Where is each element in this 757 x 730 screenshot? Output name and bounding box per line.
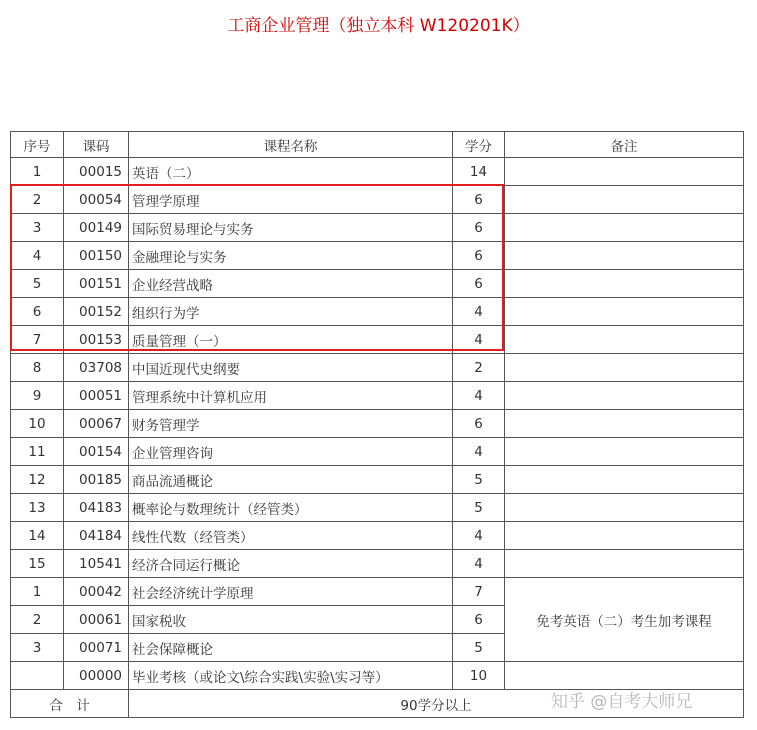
cell-name: 财务管理学 [129, 410, 453, 438]
cell-name: 管理学原理 [129, 186, 453, 214]
header-note: 备注 [505, 132, 744, 158]
cell-credit: 4 [453, 522, 505, 550]
cell-seq: 1 [11, 578, 64, 606]
table-row [11, 662, 744, 690]
cell-code: 00061 [64, 606, 129, 634]
table-row [11, 214, 744, 242]
cell-note [505, 438, 744, 466]
cell-name: 国际贸易理论与实务 [129, 214, 453, 242]
cell-code: 00154 [64, 438, 129, 466]
cell-credit: 6 [453, 270, 505, 298]
table-row [11, 522, 744, 550]
cell-seq: 12 [11, 466, 64, 494]
cell-note [505, 466, 744, 494]
course-table [10, 131, 744, 718]
cell-credit: 6 [453, 242, 505, 270]
page-title: 工商企业管理（独立本科 W120201K） [227, 16, 530, 36]
elective-note: 免考英语（二）考生加考课程 [505, 578, 744, 662]
cell-code: 00151 [64, 270, 129, 298]
cell-credit: 4 [453, 382, 505, 410]
total-value: 90学分以上 [129, 690, 744, 718]
watermark: 知乎 @自考大师兄 [551, 692, 693, 712]
cell-credit: 5 [453, 634, 505, 662]
cell-credit: 10 [453, 662, 505, 690]
cell-name: 社会保障概论 [129, 634, 453, 662]
table-row [11, 354, 744, 382]
cell-seq: 5 [11, 270, 64, 298]
cell-note [505, 186, 744, 214]
table-row [11, 242, 744, 270]
table-row [11, 466, 744, 494]
cell-seq: 3 [11, 634, 64, 662]
cell-name: 毕业考核（或论文\综合实践\实验\实习等） [129, 662, 453, 690]
cell-code: 00071 [64, 634, 129, 662]
cell-note [505, 298, 744, 326]
cell-note [505, 326, 744, 354]
cell-code: 00054 [64, 186, 129, 214]
cell-seq: 1 [11, 158, 64, 186]
cell-code: 00015 [64, 158, 129, 186]
cell-credit: 14 [453, 158, 505, 186]
cell-note [505, 410, 744, 438]
cell-credit: 4 [453, 326, 505, 354]
cell-name: 概率论与数理统计（经管类） [129, 494, 453, 522]
table-row [11, 326, 744, 354]
cell-code: 03708 [64, 354, 129, 382]
cell-credit: 6 [453, 186, 505, 214]
cell-seq: 8 [11, 354, 64, 382]
cell-code: 00051 [64, 382, 129, 410]
table-row [11, 438, 744, 466]
cell-credit: 4 [453, 438, 505, 466]
header-name: 课程名称 [129, 132, 453, 158]
cell-name: 金融理论与实务 [129, 242, 453, 270]
cell-code: 04183 [64, 494, 129, 522]
cell-name: 国家税收 [129, 606, 453, 634]
cell-seq: 6 [11, 298, 64, 326]
cell-credit: 6 [453, 214, 505, 242]
table-row [11, 298, 744, 326]
cell-seq: 9 [11, 382, 64, 410]
cell-seq: 11 [11, 438, 64, 466]
cell-seq [11, 662, 64, 690]
cell-note [505, 550, 744, 578]
cell-credit: 6 [453, 606, 505, 634]
cell-name: 管理系统中计算机应用 [129, 382, 453, 410]
cell-seq: 3 [11, 214, 64, 242]
cell-code: 04184 [64, 522, 129, 550]
header-credit: 学分 [453, 132, 505, 158]
cell-note [505, 214, 744, 242]
cell-code: 00000 [64, 662, 129, 690]
cell-code: 00185 [64, 466, 129, 494]
cell-note [505, 522, 744, 550]
header-seq: 序号 [11, 132, 64, 158]
cell-code: 00153 [64, 326, 129, 354]
table-row [11, 382, 744, 410]
total-label: 合 计 [11, 690, 129, 718]
cell-seq: 10 [11, 410, 64, 438]
cell-name: 社会经济统计学原理 [129, 578, 453, 606]
cell-code: 00067 [64, 410, 129, 438]
cell-seq: 15 [11, 550, 64, 578]
cell-credit: 2 [453, 354, 505, 382]
cell-seq: 2 [11, 606, 64, 634]
cell-name: 质量管理（一） [129, 326, 453, 354]
cell-name: 企业管理咨询 [129, 438, 453, 466]
cell-name: 英语（二） [129, 158, 453, 186]
cell-seq: 13 [11, 494, 64, 522]
cell-credit: 5 [453, 466, 505, 494]
cell-note [505, 354, 744, 382]
cell-note [505, 382, 744, 410]
cell-code: 00042 [64, 578, 129, 606]
cell-note [505, 494, 744, 522]
table-row [11, 270, 744, 298]
cell-credit: 6 [453, 410, 505, 438]
cell-name: 经济合同运行概论 [129, 550, 453, 578]
cell-name: 线性代数（经管类） [129, 522, 453, 550]
cell-name: 企业经营战略 [129, 270, 453, 298]
table-row [11, 410, 744, 438]
cell-note [505, 158, 744, 186]
cell-seq: 14 [11, 522, 64, 550]
cell-seq: 2 [11, 186, 64, 214]
cell-name: 组织行为学 [129, 298, 453, 326]
table-row [11, 550, 744, 578]
cell-credit: 4 [453, 298, 505, 326]
table-row [11, 494, 744, 522]
cell-code: 10541 [64, 550, 129, 578]
header-code: 课码 [64, 132, 129, 158]
cell-code: 00149 [64, 214, 129, 242]
cell-credit: 7 [453, 578, 505, 606]
table-row [11, 186, 744, 214]
cell-seq: 4 [11, 242, 64, 270]
cell-note [505, 242, 744, 270]
table-row [11, 158, 744, 186]
cell-code: 00150 [64, 242, 129, 270]
cell-note [505, 270, 744, 298]
cell-code: 00152 [64, 298, 129, 326]
table-header-row [11, 132, 744, 158]
cell-credit: 5 [453, 494, 505, 522]
cell-seq: 7 [11, 326, 64, 354]
cell-credit: 4 [453, 550, 505, 578]
cell-note [505, 662, 744, 690]
cell-name: 中国近现代史纲要 [129, 354, 453, 382]
cell-name: 商品流通概论 [129, 466, 453, 494]
table-row [11, 578, 744, 606]
